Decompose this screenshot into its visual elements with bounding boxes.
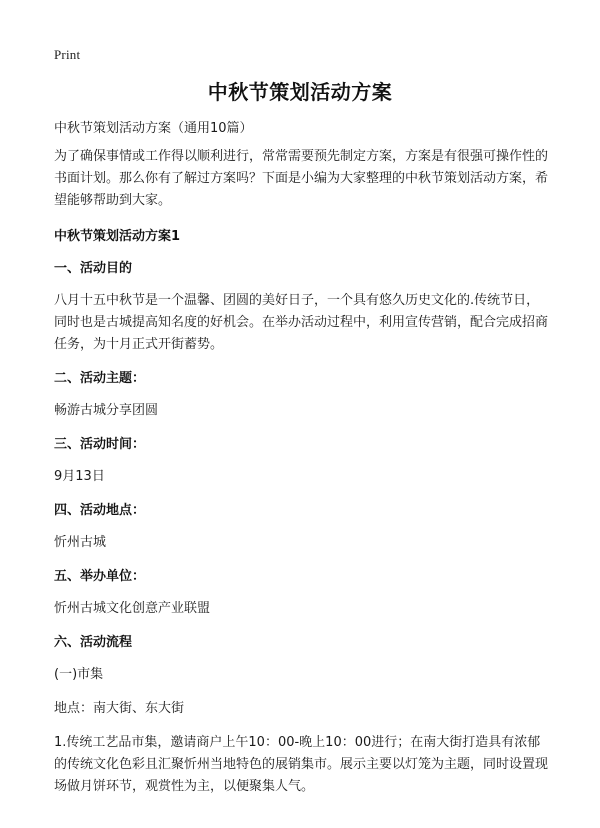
organizer-text: 忻州古城文化创意产业联盟 [54,601,211,616]
article-subtitle: 中秋节策划活动方案（通用10篇） [54,121,253,136]
market-location: 地点：南大街、东大街 [54,701,185,716]
process-heading: 六、活动流程 [54,635,133,650]
purpose-heading: 一、活动目的 [54,261,133,276]
organizer-heading: 五、举办单位： [54,569,146,584]
article-body [54,118,550,798]
place-text: 忻州古城 [54,535,107,550]
time-text: 9月13日 [54,469,105,484]
time-heading: 三、活动时间： [54,437,146,452]
place-heading: 四、活动地点： [54,503,146,518]
print-link[interactable]: Print [54,47,81,62]
page-title: 中秋节策划活动方案 [207,80,393,104]
section-title: 中秋节策划活动方案1 [54,229,181,244]
theme-text: 畅游古城分享团圆 [54,403,159,418]
market-heading: (一)市集 [54,667,104,682]
theme-heading: 二、活动主题： [54,371,146,386]
market-item-1: 1.传统工艺品市集，邀请商户上午10：00-晚上10：00进行；在南大街打造具有浓郁的传统文化色彩且汇聚忻州当地特色的展销集市。展示主要以灯笼为主题，同时设置现场做月饼环节，观赏性为主，以便聚集人气。 [54,735,549,794]
article-intro: 为了确保事情或工作得以顺利进行，常常需要预先制定方案，方案是有很强可操作性的书面计划。那么你有了解过方案吗？下面是小编为大家整理的中秋节策划活动方案，希望能够帮助到大家。 [54,149,549,208]
purpose-text: 八月十五中秋节是一个温馨、团圆的美好日子，一个具有悠久历史文化的.传统节日，同时也是古城提高知名度的好机会。在举办活动过程中，利用宣传营销，配合完成招商任务，为十月正式开街蓄势。 [54,293,549,352]
